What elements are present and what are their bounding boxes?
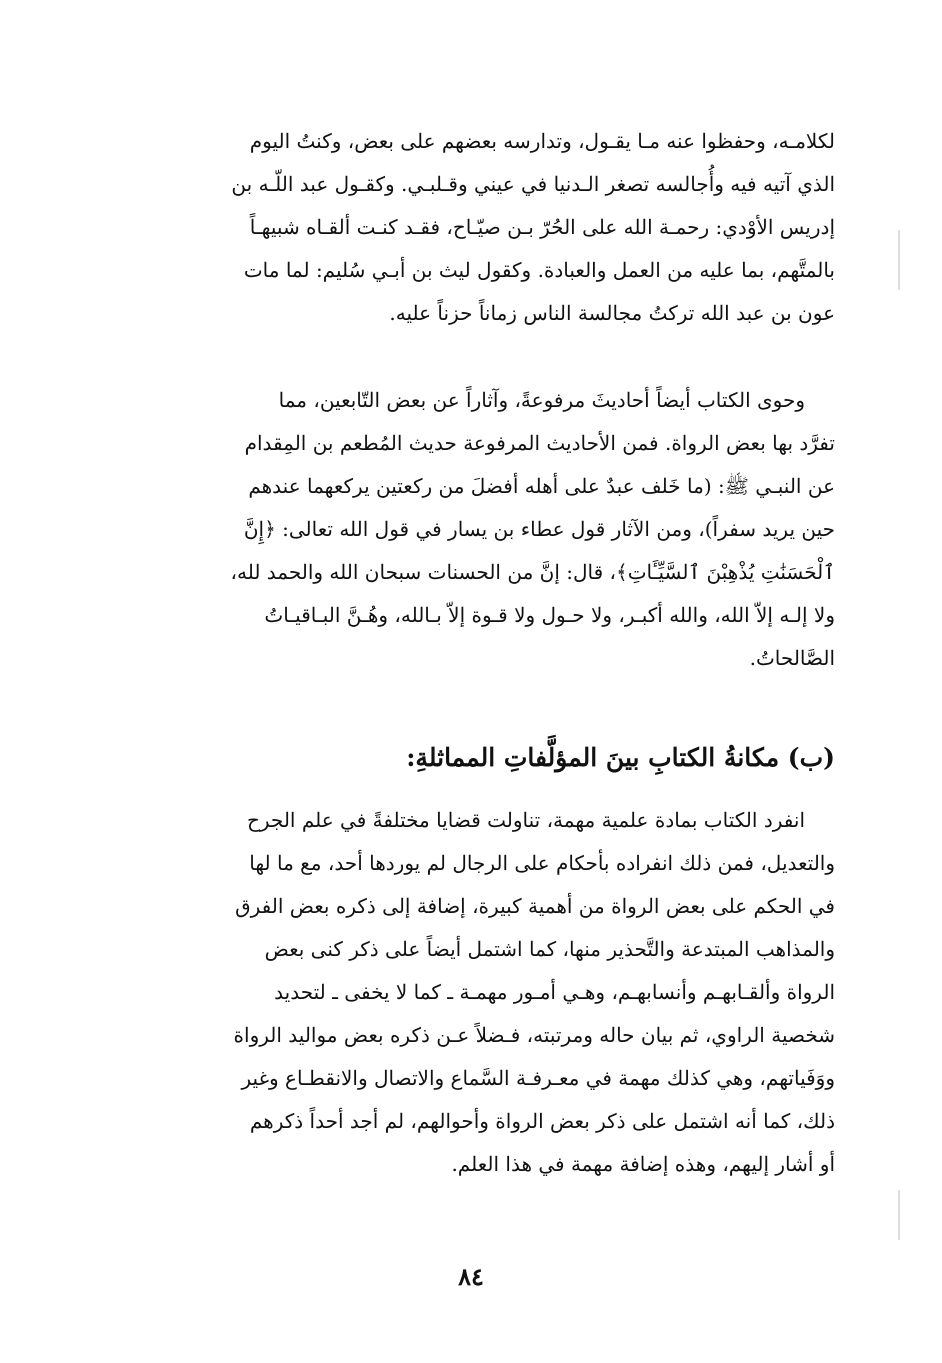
page-number: ٨٤ [458, 1262, 484, 1291]
text-line: عن النبـي ﷺ: (ما خَلف عبدٌ على أهله أفضلَ من ركعتين يركعهما عندهم [248, 474, 835, 498]
text-line: والمذاهب المبتدعة والتَّحذير منها، كما اشتمل أيضاً على ذكر كنى بعض [264, 937, 835, 961]
paragraph-2 [100, 379, 835, 680]
text-line: في الحكم على بعض الرواة من أهمية كبيرة، إضافة إلى ذكره بعض الفرق [235, 894, 835, 918]
text-line: إدريس الأوْدي: رحمـة الله على الحُرّ بـن صيّـاح، فقـد كنـت ألقـاه شبيهـاً [249, 215, 835, 239]
text-line: ذلك، كما أنه اشتمل على ذكر بعض الرواة وأحوالهم، لم أجد أحداً ذكرهم [249, 1109, 835, 1133]
text-line: وحوى الكتاب أيضاً أحاديثَ مرفوعةً، وآثاراً عن بعض التّابعين، مما [278, 388, 805, 412]
scan-artifact [898, 1190, 900, 1240]
paragraph-1 [100, 120, 835, 335]
text-line: الرواة وألقـابهـم وأنسابهـم، وهـي أمـور مهمـة ـ كما لا يخفى ـ لتحديد [274, 980, 835, 1004]
text-line: ولا إلـه إلاّ الله، والله أكبـر، ولا حـول ولا قـوة إلاّ بـالله، وهُـنَّ البـاقيـاتُ [264, 603, 835, 627]
scan-artifact [898, 230, 900, 290]
text-line: بالمتَّهم، بما عليه من العمل والعبادة. وكقول ليث بن أبـي سُليم: لما مات [243, 258, 835, 282]
text-line: ٱلْحَسَنَٰتِ يُذْهِبْنَ ٱلسَّيِّـَٔاتِ﴾، قال: إنَّ من الحسنات سبحان الله والحمد لله، [230, 560, 835, 584]
text-line: لكلامـه، وحفظوا عنه مـا يقـول، وتدارسه بعضهم على بعض، وكنتُ اليوم [249, 129, 835, 153]
text-line: الصَّالحاتُ. [749, 646, 835, 670]
text-line: حين يريد سفراً)، ومن الآثار قول عطاء بن يسار في قول الله تعالى: ﴿إِنَّ [243, 517, 835, 541]
text-line: تفرَّد بها بعض الرواة. فمن الأحاديث المرفوعة حديث المُطعم بن المِقدام [244, 431, 835, 455]
text-line: شخصية الراوي، ثم بيان حاله ومرتبته، فـضلاً عـن ذكره بعض مواليد الرواة [233, 1023, 835, 1047]
text-line: الذي آتيه فيه وأُجالسه تصغر الـدنيا في عيني وقـلبـي. وكقـول عبد اللّـه بن [231, 172, 835, 196]
paragraph-3 [100, 799, 835, 1186]
text-line: أو أشار إليهم، وهذه إضافة مهمة في هذا العلم. [451, 1152, 835, 1176]
text-line: والتعديل، فمن ذلك انفراده بأحكام على الرجال لم يوردها أحد، مع ما لها [249, 851, 835, 875]
text-line: عون بن عبد الله تركتُ مجالسة الناس زماناً حزناً عليه. [389, 301, 835, 325]
text-line: انفرد الكتاب بمادة علمية مهمة، تناولت قضايا مختلفةً في علم الجرح [246, 808, 805, 832]
text-line: ووَفَياتهم، وهي كذلك مهمة في معـرفـة السَّماع والاتصال والانقطـاع وغير [241, 1066, 835, 1090]
section-heading: (ب) مكانةُ الكتابِ بينَ المؤلَّفاتِ المماثلةِ: [406, 743, 835, 772]
